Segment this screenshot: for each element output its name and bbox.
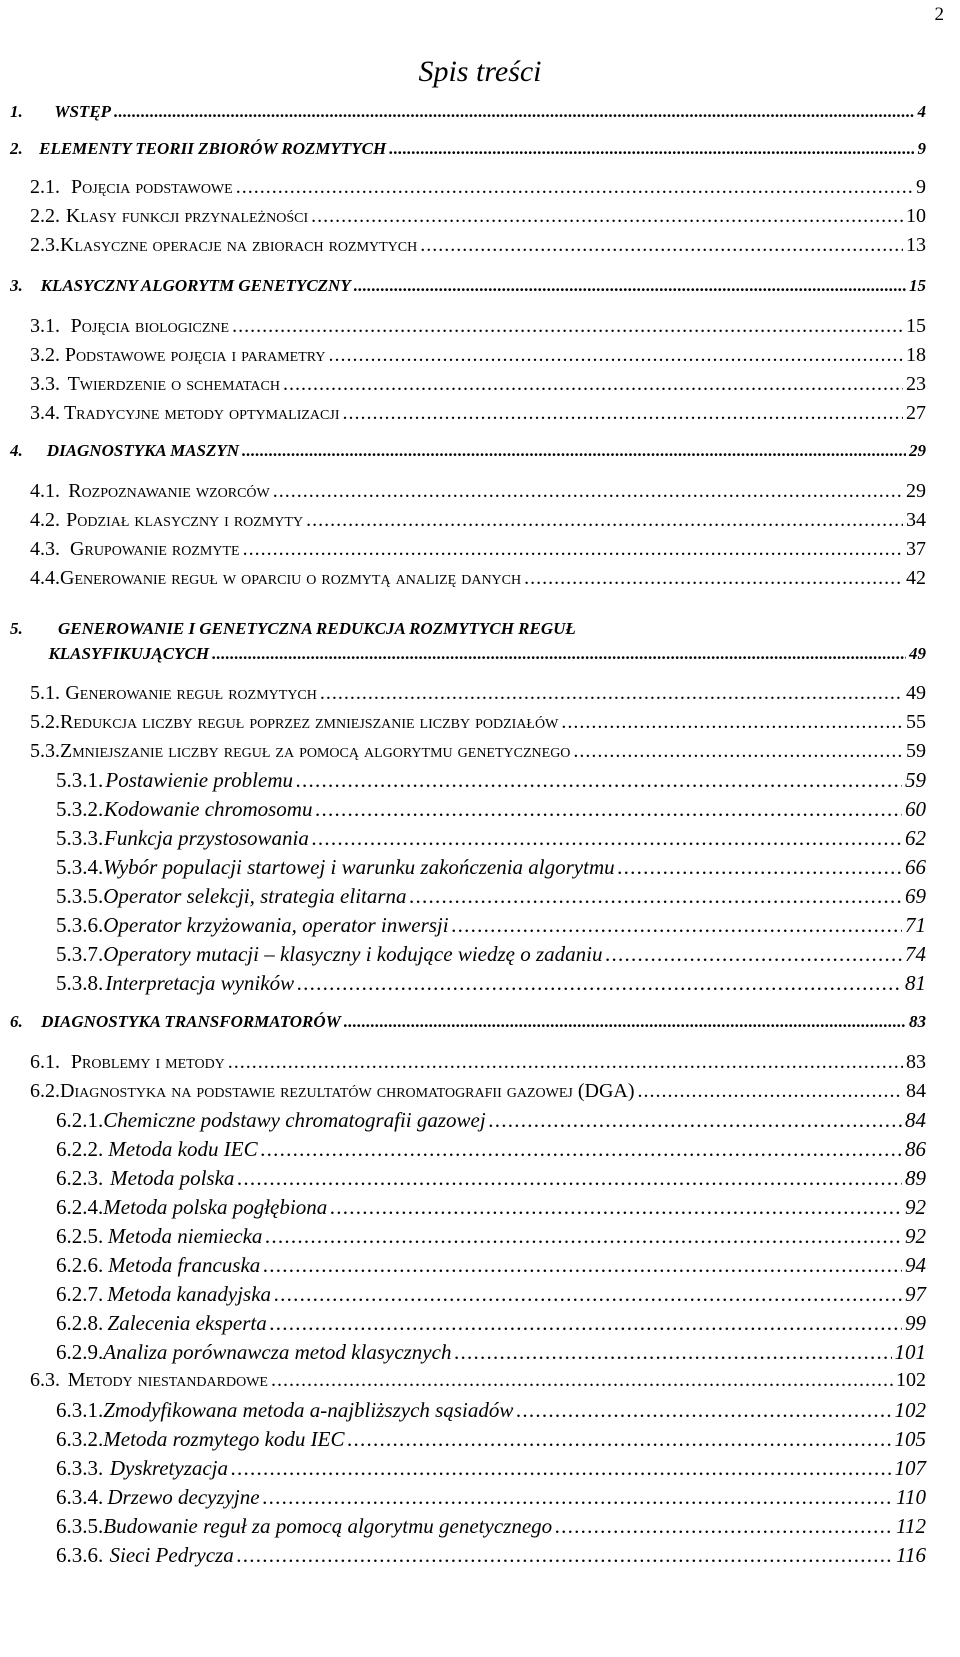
toc-entry-number: 6.1. — [30, 1051, 60, 1073]
dot-leader — [420, 234, 903, 257]
toc-entry-title: GENEROWANIE I GENETYCZNA REDUKCJA ROZMYTYCH REGUŁ — [58, 619, 576, 638]
toc-entry-page: 34 — [906, 509, 926, 531]
toc-entry[interactable] — [56, 768, 926, 793]
toc-entry-title: Tradycyjne metody optymalizacji — [63, 402, 340, 424]
toc-entry-page: 59 — [905, 768, 926, 792]
toc-entry-title: Zmniejszanie liczby reguł za pomocą algorytmu genetycznego — [60, 740, 571, 762]
dot-leader — [273, 480, 903, 503]
toc-entry-title: Chemiczne podstawy chromatografii gazowej — [103, 1108, 486, 1132]
dot-leader — [237, 1166, 902, 1191]
toc-entry-page: 49 — [906, 682, 926, 704]
toc-entry-page: 99 — [905, 1311, 926, 1335]
dot-leader — [263, 1485, 893, 1510]
toc-entry-page: 102 — [894, 1398, 926, 1422]
toc-entry[interactable] — [30, 373, 926, 396]
toc-entry[interactable] — [10, 441, 926, 461]
toc-entry-number: 1. — [10, 102, 23, 121]
dot-leader — [274, 1282, 902, 1307]
toc-entry-page: 15 — [906, 315, 926, 337]
toc-entry-title: Metoda kanadyjska — [107, 1282, 272, 1306]
dot-leader — [231, 1456, 891, 1481]
toc-entry-number: 6.3.4. — [56, 1485, 104, 1509]
toc-entry-title: Metoda kodu IEC — [108, 1137, 258, 1161]
toc-entry-title: Generowanie reguł rozmytych — [65, 682, 317, 704]
toc-entry[interactable] — [30, 538, 926, 561]
toc-entry-page: 92 — [905, 1224, 926, 1248]
toc-entry-page: 4 — [917, 102, 926, 121]
toc-entry-number: 5.3.2. — [56, 797, 104, 821]
toc-entry-page: 107 — [894, 1456, 926, 1480]
toc-entry-page: 101 — [894, 1340, 926, 1364]
toc-entry[interactable] — [10, 1012, 926, 1032]
toc-entry[interactable] — [30, 682, 926, 705]
toc-entry-number: 6.3.3. — [56, 1456, 104, 1480]
dot-leader — [524, 567, 903, 590]
toc-entry-number: 6.2.4. — [56, 1195, 104, 1219]
toc-entry-number: 4.1. — [30, 480, 60, 502]
toc-entry[interactable] — [56, 1137, 926, 1162]
toc-entry-page: 116 — [896, 1543, 926, 1567]
toc-entry[interactable] — [56, 913, 926, 938]
toc-entry[interactable] — [56, 1108, 926, 1133]
toc-entry-page: 55 — [906, 711, 926, 733]
toc-entry-number: 6.2.5. — [56, 1224, 104, 1248]
toc-entry[interactable] — [56, 1195, 926, 1220]
dot-leader — [573, 740, 903, 763]
dot-leader — [242, 441, 906, 461]
toc-entry[interactable] — [30, 1080, 926, 1103]
toc-title: Spis treści — [418, 55, 542, 88]
dot-leader — [237, 1543, 893, 1568]
toc-entry-title: Metoda niemiecka — [107, 1224, 263, 1248]
dot-leader — [263, 1253, 902, 1278]
toc-entry-page: 81 — [905, 971, 926, 995]
toc-entry[interactable] — [30, 402, 926, 425]
toc-entry-page: 66 — [905, 855, 926, 879]
dot-leader — [265, 1224, 902, 1249]
dot-leader — [605, 942, 902, 967]
toc-entry-page: 59 — [906, 740, 926, 762]
toc-entry-title: DIAGNOSTYKA MASZYN — [46, 441, 240, 460]
toc-entry-page: 89 — [905, 1166, 926, 1190]
toc-entry[interactable] — [56, 1485, 926, 1510]
toc-entry-page: 84 — [905, 1108, 926, 1132]
toc-entry-page: 110 — [896, 1485, 926, 1509]
toc-entry-page: 83 — [906, 1051, 926, 1073]
toc-entry-number: 6.2.2. — [56, 1137, 104, 1161]
toc-entry-title: Funkcja przystosowania — [104, 826, 309, 850]
toc-entry-number: 4. — [10, 441, 23, 460]
toc-entry-number: 6.3.5. — [56, 1514, 104, 1538]
toc-entry-title: Metoda rozmytego kodu IEC — [103, 1427, 345, 1451]
toc-entry-page: 102 — [896, 1369, 926, 1391]
toc-entry[interactable] — [56, 1456, 926, 1481]
toc-entry-page: 13 — [906, 234, 926, 256]
dot-leader — [212, 644, 906, 664]
dot-leader — [618, 855, 902, 880]
toc-entry-title: Metoda polska pogłębiona — [103, 1195, 328, 1219]
dot-leader — [354, 276, 906, 296]
toc-entry-title: Metoda francuska — [108, 1253, 261, 1277]
dot-leader — [297, 971, 902, 996]
toc-entry-number: 5.2. — [30, 711, 60, 733]
toc-entry-number: 5.1. — [30, 682, 60, 704]
dot-leader — [270, 1311, 902, 1336]
toc-entry[interactable] — [30, 344, 926, 367]
toc-entry-title: Drzewo decyzyjne — [107, 1485, 260, 1509]
toc-entry-page: 84 — [906, 1080, 926, 1102]
toc-entry-number: 6.3.6. — [56, 1543, 104, 1567]
toc-entry-title: Rozpoznawanie wzorców — [68, 480, 270, 502]
toc-entry[interactable] — [30, 711, 926, 734]
toc-entry[interactable] — [56, 1543, 926, 1568]
toc-entry-page: 10 — [906, 205, 926, 227]
toc-entry-page: 83 — [909, 1012, 926, 1031]
toc-entry-title: Wybór populacji startowej i warunku zakończenia algorytmu — [103, 855, 615, 879]
toc-entry-title: DIAGNOSTYKA TRANSFORMATORÓW — [41, 1012, 341, 1031]
toc-entry[interactable] — [56, 1253, 926, 1278]
toc-entry[interactable] — [30, 1051, 926, 1074]
toc-entry-page: 105 — [894, 1427, 926, 1451]
dot-leader — [452, 913, 902, 938]
dot-leader — [243, 538, 903, 561]
toc-entry-page: 97 — [905, 1282, 926, 1306]
toc-entry-title: Metoda polska — [110, 1166, 235, 1190]
toc-entry-page: 18 — [906, 344, 926, 366]
toc-entry-title: Pojęcia podstawowe — [71, 176, 233, 198]
toc-entry-number: 6.2.7. — [56, 1282, 104, 1306]
dot-leader — [410, 884, 902, 909]
toc-entry-page: 69 — [905, 884, 926, 908]
toc-entry[interactable] — [10, 139, 926, 159]
toc-entry[interactable] — [30, 740, 926, 763]
dot-leader — [228, 1051, 903, 1074]
toc-entry-title: Budowanie reguł za pomocą algorytmu genetycznego — [103, 1514, 553, 1538]
toc-entry-title: Diagnostyka na podstawie rezultatów chromatografii gazowej (DGA) — [60, 1080, 635, 1102]
toc-entry[interactable] — [56, 797, 926, 822]
toc-entry-number: 6.2.6. — [56, 1253, 104, 1277]
toc-entry-number: 5.3.6. — [56, 913, 104, 937]
toc-entry-title: Operator selekcji, strategia elitarna — [103, 884, 407, 908]
dot-leader — [328, 344, 903, 367]
toc-entry-page: 42 — [906, 567, 926, 589]
toc-entry-page: 49 — [909, 644, 926, 663]
toc-entry-number: 5.3.3. — [56, 826, 104, 850]
toc-entry-title: Analiza porównawcza metod klasycznych — [103, 1340, 452, 1364]
toc-entry-number: 4.4. — [30, 567, 60, 589]
toc-entry[interactable] — [56, 1311, 926, 1336]
toc-entry-title: Klasyczne operacje na zbiorach rozmytych — [60, 234, 418, 256]
toc-entry-number: 6.2.9. — [56, 1340, 104, 1364]
toc-entry-title: Podział klasyczny i rozmyty — [66, 509, 304, 531]
dot-leader — [306, 509, 903, 532]
toc-entry[interactable] — [10, 644, 926, 664]
toc-entry-number: 2.1. — [30, 176, 60, 198]
toc-entry-number: 6.2.1. — [56, 1108, 104, 1132]
toc-entry-number: 3.2. — [30, 344, 60, 366]
toc-entry-number: 2. — [10, 139, 23, 158]
toc-entry-number: 2.3. — [30, 234, 60, 256]
toc-entry-title: Generowanie reguł w oparciu o rozmytą analizę danych — [60, 567, 522, 589]
toc-entry-title: Postawienie problemu — [105, 768, 294, 792]
dot-leader — [561, 711, 903, 734]
page-number: 2 — [934, 4, 944, 25]
toc-entry-number: 3. — [10, 276, 23, 295]
toc-entry-title: Klasy funkcji przynależności — [65, 205, 309, 227]
toc-entry-page: 86 — [905, 1137, 926, 1161]
toc-entry-number: 5. — [10, 619, 23, 638]
toc-entry-title: Pojęcia biologiczne — [70, 315, 230, 337]
toc-entry-page: 27 — [906, 402, 926, 424]
toc-entry-page: 29 — [906, 480, 926, 502]
toc-entry-title: KLASYCZNY ALGORYTM GENETYCZNY — [40, 276, 351, 295]
toc-entry-number: 5.3.5. — [56, 884, 104, 908]
toc-entry-title: Interpretacja wyników — [105, 971, 295, 995]
toc-entry[interactable] — [30, 315, 926, 338]
toc-entry[interactable] — [56, 855, 926, 880]
toc-entry-number: 5.3.7. — [56, 942, 104, 966]
toc-entry-page: 9 — [916, 176, 926, 198]
toc-entry-title: Metody niestandardowe — [67, 1369, 268, 1391]
toc-entry-page: 74 — [905, 942, 926, 966]
dot-leader — [638, 1080, 904, 1103]
toc-entry-page: 23 — [906, 373, 926, 395]
toc-entry-title: Redukcja liczby reguł poprzez zmniejszanie liczby podziałów — [60, 711, 559, 733]
toc-entry-number: 5.3. — [30, 740, 60, 762]
dot-leader — [389, 139, 914, 159]
toc-entry-number: 5.3.4. — [56, 855, 104, 879]
toc-entry-title: ELEMENTY TEORII ZBIORÓW ROZMYTYCH — [39, 139, 387, 158]
toc-entry-page: 62 — [905, 826, 926, 850]
toc-entry[interactable] — [30, 509, 926, 532]
toc-entry-number: 6.3.1. — [56, 1398, 104, 1422]
dot-leader — [315, 797, 902, 822]
dot-leader — [236, 176, 913, 199]
toc-entry[interactable] — [56, 884, 926, 909]
toc-entry-number: 4.2. — [30, 509, 60, 531]
dot-leader — [232, 315, 903, 338]
toc-entry-number: 5.3.8. — [56, 971, 104, 995]
toc-entry-title: Twierdzenie o schematach — [67, 373, 280, 395]
toc-entry-number: 6.3. — [30, 1369, 60, 1391]
toc-entry[interactable] — [30, 234, 926, 257]
toc-entry-title: Problemy i metody — [70, 1051, 225, 1073]
toc-entry-page: 94 — [905, 1253, 926, 1277]
toc-entry[interactable] — [30, 567, 926, 590]
toc-entry[interactable] — [30, 176, 926, 199]
toc-entry-title: WSTĘP — [54, 102, 112, 121]
toc-entry-title: Zmodyfikowana metoda a-najbliższych sąsiadów — [103, 1398, 514, 1422]
toc-entry-title: Kodowanie chromosomu — [103, 797, 313, 821]
dot-leader — [271, 1369, 893, 1392]
dot-leader — [261, 1137, 902, 1162]
toc-entry[interactable] — [10, 102, 926, 122]
toc-entry-page: 60 — [905, 797, 926, 821]
toc-entry-title: Podstawowe pojęcia i parametry — [64, 344, 326, 366]
toc-entry-page: 37 — [906, 538, 926, 560]
dot-leader — [320, 682, 903, 705]
toc-entry-number: 6.2.3. — [56, 1166, 104, 1190]
toc-entry-page: 71 — [905, 913, 926, 937]
dot-leader — [489, 1108, 902, 1133]
toc-entry-number: 3.3. — [30, 373, 60, 395]
dot-leader — [114, 102, 914, 122]
toc-entry[interactable] — [56, 1282, 926, 1307]
toc-entry-page: 112 — [896, 1514, 926, 1538]
toc-entry[interactable] — [56, 971, 926, 996]
toc-entry-number: 3.4. — [30, 402, 60, 424]
toc-entry-number: 2.2. — [30, 205, 60, 227]
toc-entry-title: Sieci Pedrycza — [109, 1543, 234, 1567]
toc-entry-number: 6. — [10, 1012, 23, 1031]
dot-leader — [283, 373, 903, 396]
toc-entry[interactable] — [30, 480, 926, 503]
toc-entry[interactable] — [56, 1224, 926, 1249]
dot-leader — [342, 402, 903, 425]
toc-entry[interactable] — [56, 1166, 926, 1191]
toc-entry-title: Dyskretyzacja — [109, 1456, 229, 1480]
toc-entry-page: 29 — [909, 441, 926, 460]
toc-entry-title: Grupowanie rozmyte — [70, 538, 240, 560]
toc-entry-number: 5.3.1. — [56, 768, 104, 792]
toc-entry-page: 9 — [917, 139, 926, 158]
dot-leader — [330, 1195, 902, 1220]
toc-entry[interactable] — [56, 1514, 926, 1539]
dot-leader — [348, 1427, 892, 1452]
toc-entry[interactable] — [56, 942, 926, 967]
dot-leader — [344, 1012, 906, 1032]
toc-entry-page: 15 — [909, 276, 926, 295]
toc-entry-number: 6.2. — [30, 1080, 60, 1102]
toc-entry-title: Operator krzyżowania, operator inwersji — [103, 913, 449, 937]
toc-entry[interactable] — [56, 1340, 926, 1365]
toc-entry-number: 3.1. — [30, 315, 60, 337]
toc-entry[interactable] — [30, 205, 926, 228]
toc-entry[interactable] — [30, 1369, 926, 1392]
dot-leader — [555, 1514, 893, 1539]
toc-entry[interactable] — [56, 1427, 926, 1452]
toc-entry-page: 92 — [905, 1195, 926, 1219]
dot-leader — [311, 205, 903, 228]
toc-entry-number: 6.3.2. — [56, 1427, 104, 1451]
toc-entry[interactable] — [56, 826, 926, 851]
toc-entry-title: Zalecenia eksperta — [107, 1311, 267, 1335]
toc-entry-number: 4.3. — [30, 538, 60, 560]
toc-entry-line — [10, 619, 926, 639]
dot-leader — [296, 768, 902, 793]
dot-leader — [516, 1398, 891, 1423]
toc-entry[interactable] — [56, 1398, 926, 1423]
toc-entry[interactable] — [10, 276, 926, 296]
dot-leader — [454, 1340, 891, 1365]
toc-entry-title: Operatory mutacji – klasyczny i kodujące wiedzę o zadaniu — [103, 942, 603, 966]
toc-entry-number: 6.2.8. — [56, 1311, 104, 1335]
dot-leader — [312, 826, 902, 851]
toc-entry-title: KLASYFIKUJĄCYCH — [48, 644, 210, 663]
